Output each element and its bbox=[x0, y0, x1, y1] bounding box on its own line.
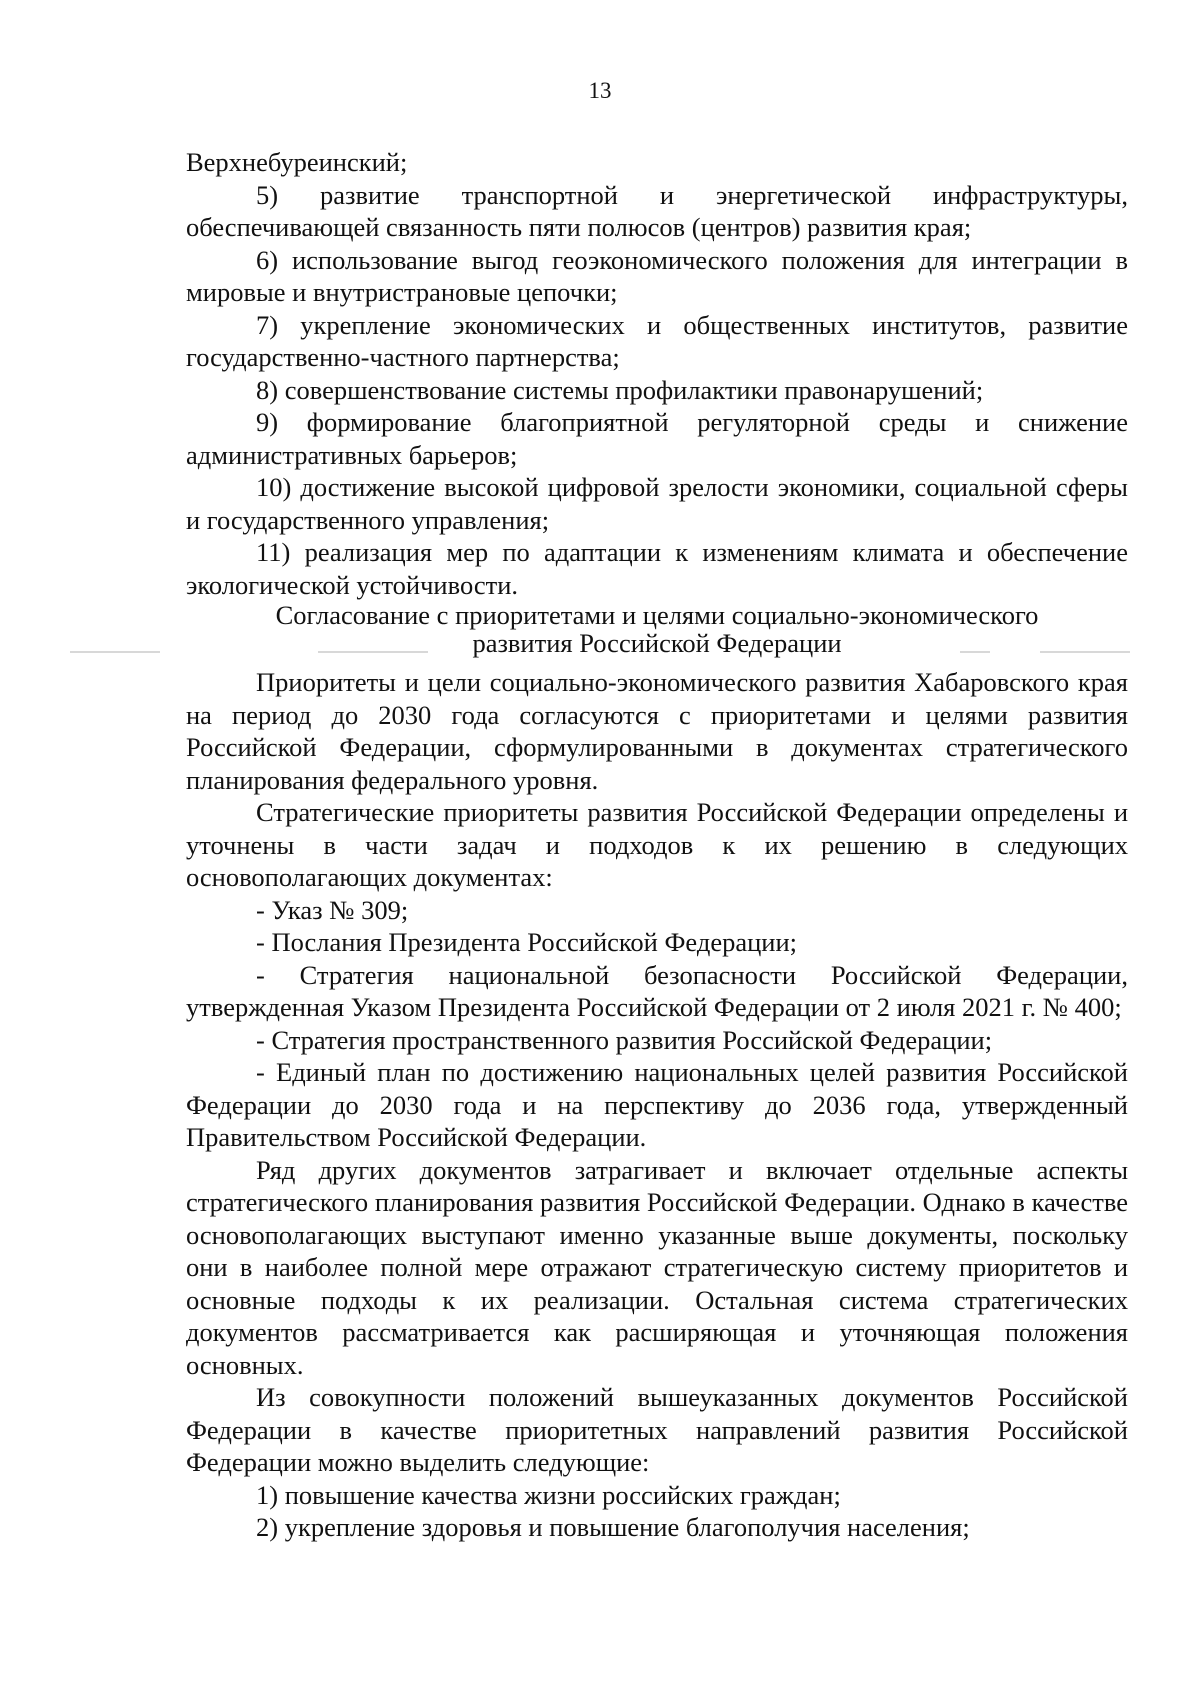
list-item: - Указ № 309; bbox=[256, 894, 409, 925]
list-item: 11) реализация мер по адаптации к изменениям климата и обеспечение экологической устойчивости. bbox=[186, 537, 1128, 600]
scan-artifact bbox=[70, 651, 160, 653]
list-item: - Стратегия национальной безопасности Российской Федерации, утвержденная Указом Президента Российской Федерации от 2 июля 2021 г. № 400; bbox=[186, 959, 1128, 1022]
paragraph: Приоритеты и цели социально-экономического развития Хабаровского края на период до 2030 года согласуются с приоритетами и целями развития Российской Федерации, сформулированными в документах стратегического планирования федерального уровня. bbox=[186, 667, 1128, 795]
paragraph: Ряд других документов затрагивает и включает отдельные аспекты стратегического планирования развития Российской Федерации. Однако в качестве основополагающих выступают именно указанные выше документы, поскольку они в наиболее полной мере отражают стратегическую систему приоритетов и основные подходы к их реализации. Остальная система стратегических документов рассматривается как расширяющая и уточняющая положения основных. bbox=[186, 1154, 1128, 1380]
list-item: 6) использование выгод геоэкономического положения для интеграции в мировые и внутристрановые цепочки; bbox=[186, 244, 1128, 307]
paragraph: Из совокупности положений вышеуказанных документов Российской Федерации в качестве приоритетных направлений развития Российской Федерации можно выделить следующие: bbox=[186, 1382, 1128, 1477]
list-item: - Послания Президента Российской Федерации; bbox=[256, 927, 797, 957]
list-item: 2) укрепление здоровья и повышение благополучия населения; bbox=[256, 1512, 970, 1542]
section-heading-line-2: развития Российской Федерации bbox=[472, 628, 842, 658]
scan-artifact bbox=[1040, 651, 1130, 653]
list-item: 8) совершенствование системы профилактики правонарушений; bbox=[256, 374, 984, 405]
paragraph: Верхнебуреинский; bbox=[186, 147, 408, 177]
list-item: - Единый план по достижению национальных целей развития Российской Федерации до 2030 года и на перспективу до 2036 года, утвержденный Правительством Российской Федерации. bbox=[186, 1057, 1128, 1152]
section-heading-line-1: Согласование с приоритетами и целями социально-экономического bbox=[275, 600, 1039, 630]
scan-artifact bbox=[960, 651, 990, 653]
list-item: 9) формирование благоприятной регуляторной среды и снижение административных барьеров; bbox=[186, 407, 1128, 470]
list-item: 1) повышение качества жизни российских граждан; bbox=[256, 1479, 841, 1510]
list-item: 5) развитие транспортной и энергетической инфраструктуры, обеспечивающей связанность пяти полюсов (центров) развития края; bbox=[186, 179, 1128, 242]
list-item: - Стратегия пространственного развития Российской Федерации; bbox=[256, 1024, 993, 1055]
paragraph: Стратегические приоритеты развития Российской Федерации определены и уточнены в части задач и подходов к их решению в следующих основополагающих документах: bbox=[186, 797, 1128, 892]
list-item: 7) укрепление экономических и общественных институтов, развитие государственно-частного партнерства; bbox=[186, 309, 1128, 372]
text-block-goals-list bbox=[186, 146, 1128, 601]
text-block-federal-priorities bbox=[186, 666, 1128, 1544]
section-heading bbox=[186, 601, 1128, 657]
scan-artifact bbox=[318, 651, 428, 653]
page-number: 13 bbox=[588, 78, 612, 103]
list-item: 10) достижение высокой цифровой зрелости экономики, социальной сферы и государственного управления; bbox=[186, 472, 1128, 535]
